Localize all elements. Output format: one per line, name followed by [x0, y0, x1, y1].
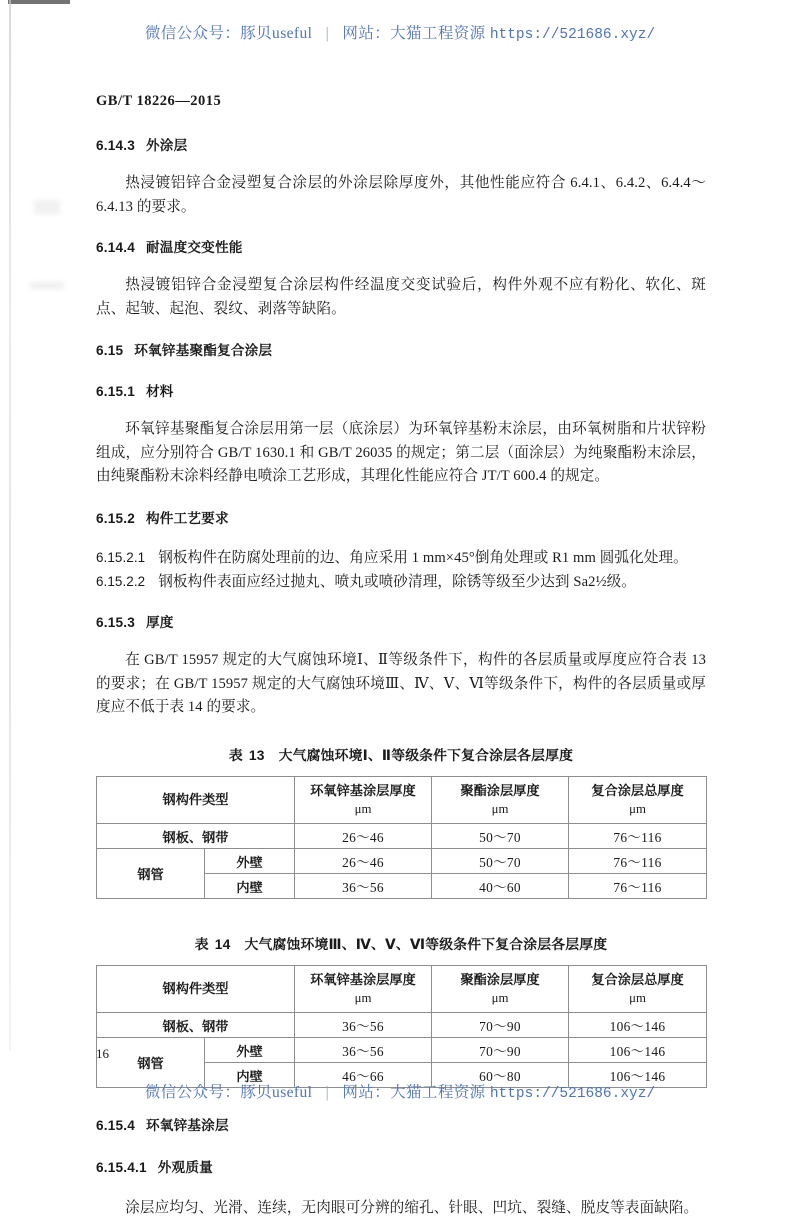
item-text: 钢板构件在防腐处理前的边、角应采用 1 mm×45°倒角处理或 R1 mm 圆弧化处理。 [158, 550, 688, 567]
watermark-wechat-label: 微信公众号：豚贝useful [144, 25, 313, 42]
table-caption-label: 表 [228, 748, 243, 764]
scan-smudge-artifact [34, 200, 60, 214]
heading-6-14-4 [96, 238, 706, 258]
heading-6-15-4 [96, 1116, 706, 1136]
heading-6-15-1 [96, 382, 706, 402]
document-content [96, 136, 706, 1220]
cell-epoxy: 46～66 [295, 1063, 432, 1088]
cell-polyester: 50～70 [432, 824, 569, 849]
header-text: 聚酯涂层厚度 [460, 783, 540, 799]
clause-title: 环氧锌基聚酯复合涂层 [134, 343, 273, 359]
table-caption-title: 大气腐蚀环境Ⅰ、Ⅱ等级条件下复合涂层各层厚度 [278, 748, 574, 764]
row-sublabel: 内壁 [205, 874, 295, 899]
table-header-row [97, 777, 707, 824]
header-unit: μm [491, 802, 509, 817]
header-unit: μm [629, 802, 646, 817]
paragraph-6-14-3: 热浸镀铝锌合金浸塑复合涂层的外涂层除厚度外，其他性能应符合 6.4.1、6.4.2、6.4.4～6.4.13 的要求。 [96, 175, 706, 216]
row-label-group: 钢管 [97, 849, 205, 899]
cell-epoxy: 36～56 [295, 1013, 432, 1038]
cell-total: 76～116 [569, 824, 707, 849]
header-text: 环氧锌基涂层厚度 [310, 783, 416, 799]
header-unit: μm [491, 991, 509, 1006]
watermark-wechat-label: 微信公众号：豚贝useful [144, 1084, 313, 1101]
standard-number: GB/T 18226—2015 [96, 93, 222, 109]
cell-polyester: 70～90 [432, 1038, 569, 1063]
table-caption-label: 表 [194, 937, 209, 953]
clause-title: 构件工艺要求 [146, 511, 229, 527]
clause-title: 材料 [146, 383, 174, 399]
clause-title: 环氧锌基涂层 [146, 1118, 229, 1134]
watermark-footer [0, 1080, 800, 1102]
table-row [97, 824, 707, 849]
scan-smudge-artifact-2 [30, 282, 64, 289]
clause-title: 耐温度交变性能 [146, 239, 243, 255]
table-header-row [97, 966, 707, 1013]
watermark-separator: | [325, 1084, 330, 1101]
table-row [97, 1013, 707, 1038]
cell-epoxy: 26～46 [295, 824, 432, 849]
table-13-header-col1: 钢构件类型 [97, 777, 295, 824]
heading-6-15-2 [96, 509, 706, 529]
cell-epoxy: 36～56 [295, 874, 432, 899]
cell-polyester: 60～80 [432, 1063, 569, 1088]
scan-edge-artifact-top [8, 0, 70, 4]
watermark-separator: | [325, 25, 330, 42]
clause-number: 6.15.1 [96, 383, 135, 399]
clause-number: 6.15.4 [96, 1118, 135, 1134]
clause-title: 外观质量 [157, 1160, 213, 1176]
clause-title: 外涂层 [146, 138, 188, 153]
heading-6-15-4-1 [96, 1158, 706, 1178]
row-sublabel: 内壁 [205, 1063, 295, 1088]
header-unit: μm [354, 802, 372, 817]
clause-title: 厚度 [146, 614, 174, 630]
table-14-header-col2 [295, 966, 432, 1013]
clause-number: 6.15 [96, 343, 124, 359]
header-text: 复合涂层总厚度 [591, 783, 684, 799]
cell-total: 106～146 [569, 1013, 707, 1038]
table-13-header-col3 [432, 777, 569, 824]
row-label: 钢板、钢带 [97, 1013, 295, 1038]
item-number: 6.15.2.2 [96, 574, 146, 590]
table-14-header-col3 [432, 966, 569, 1013]
header-text: 复合涂层总厚度 [591, 972, 684, 988]
table-caption-number: 13 [248, 748, 265, 764]
paragraph-6-15-4-1: 涂层应均匀、光滑、连续，无肉眼可分辨的缩孔、针眼、凹坑、裂缝、脱皮等表面缺陷。 [125, 1199, 699, 1216]
table-14-header-col4 [569, 966, 707, 1013]
cell-total: 106～146 [569, 1038, 707, 1063]
row-label-group: 钢管 [97, 1038, 205, 1088]
cell-polyester: 40～60 [432, 874, 569, 899]
header-text: 聚酯涂层厚度 [460, 972, 540, 988]
table-14 [96, 965, 707, 1088]
cell-total: 106～146 [569, 1063, 707, 1088]
row-sublabel: 外壁 [205, 849, 295, 874]
cell-polyester: 70～90 [432, 1013, 569, 1038]
clause-number: 6.15.3 [96, 614, 135, 630]
table-13-header-col2 [295, 777, 432, 824]
watermark-url: https://521686.xyz/ [489, 27, 656, 43]
paragraph-6-15-1: 环氧锌基聚酯复合涂层用第一层（底涂层）为环氧锌基粉末涂层，由环氧树脂和片状锌粉组成，应分别符合 GB/T 1630.1 和 GB/T 26035 的规定；第二层（面涂层）为纯聚酯粉末涂层，由纯聚酯粉末涂料经静电喷涂工艺形成，其理化性能应符合 JT/T 600.4 的规定。 [96, 421, 706, 485]
cell-epoxy: 26～46 [295, 849, 432, 874]
watermark-site-label: 网站：大猫工程资源 [342, 25, 486, 42]
header-unit: μm [354, 991, 372, 1006]
clause-number: 6.14.3 [96, 138, 135, 153]
table-14-header-col1: 钢构件类型 [97, 966, 295, 1013]
table-row [97, 849, 707, 874]
header-text: 环氧锌基涂层厚度 [310, 972, 416, 988]
heading-6-14-3 [96, 136, 706, 156]
watermark-site-label: 网站：大猫工程资源 [342, 1084, 486, 1101]
paragraph-6-14-4: 热浸镀铝锌合金浸塑复合涂层构件经温度交变试验后，构件外观不应有粉化、软化、斑点、起皱、起泡、裂纹、剥落等缺陷。 [96, 277, 706, 317]
heading-6-15-3 [96, 613, 706, 633]
table-14-caption [96, 933, 706, 953]
table-13-caption [96, 744, 706, 764]
item-number: 6.15.2.1 [96, 550, 146, 566]
paragraph-6-15-3: 在 GB/T 15957 规定的大气腐蚀环境Ⅰ、Ⅱ等级条件下，构件的各层质量或厚度应符合表 13 的要求；在 GB/T 15957 规定的大气腐蚀环境Ⅲ、Ⅳ、Ⅴ、Ⅵ等级条件下，构件的各层质量或厚度应不低于表 14 的要求。 [96, 652, 706, 716]
clause-number: 6.15.2 [96, 511, 135, 527]
scan-edge-artifact-left [9, 0, 11, 1050]
table-13 [96, 776, 707, 899]
watermark-header [0, 21, 800, 43]
watermark-url: https://521686.xyz/ [489, 1086, 656, 1102]
row-label: 钢板、钢带 [97, 824, 295, 849]
cell-polyester: 50～70 [432, 849, 569, 874]
cell-epoxy: 36～56 [295, 1038, 432, 1063]
table-caption-number: 14 [214, 937, 231, 953]
row-sublabel: 外壁 [205, 1038, 295, 1063]
header-unit: μm [629, 991, 646, 1006]
table-13-header-col4 [569, 777, 707, 824]
page-number: 16 [96, 1046, 109, 1061]
cell-total: 76～116 [569, 849, 707, 874]
clause-number: 6.15.4.1 [96, 1160, 147, 1176]
table-caption-title: 大气腐蚀环境Ⅲ、Ⅳ、Ⅴ、Ⅵ等级条件下复合涂层各层厚度 [244, 937, 608, 953]
heading-6-15 [96, 341, 706, 361]
item-text: 钢板构件表面应经过抛丸、喷丸或喷砂清理，除锈等级至少达到 Sa2½级。 [158, 574, 637, 591]
table-row [97, 1038, 707, 1063]
clause-number: 6.14.4 [96, 239, 135, 255]
item-6-15-2-2 [96, 571, 706, 595]
item-6-15-2-1 [96, 547, 706, 571]
cell-total: 76～116 [569, 874, 707, 899]
